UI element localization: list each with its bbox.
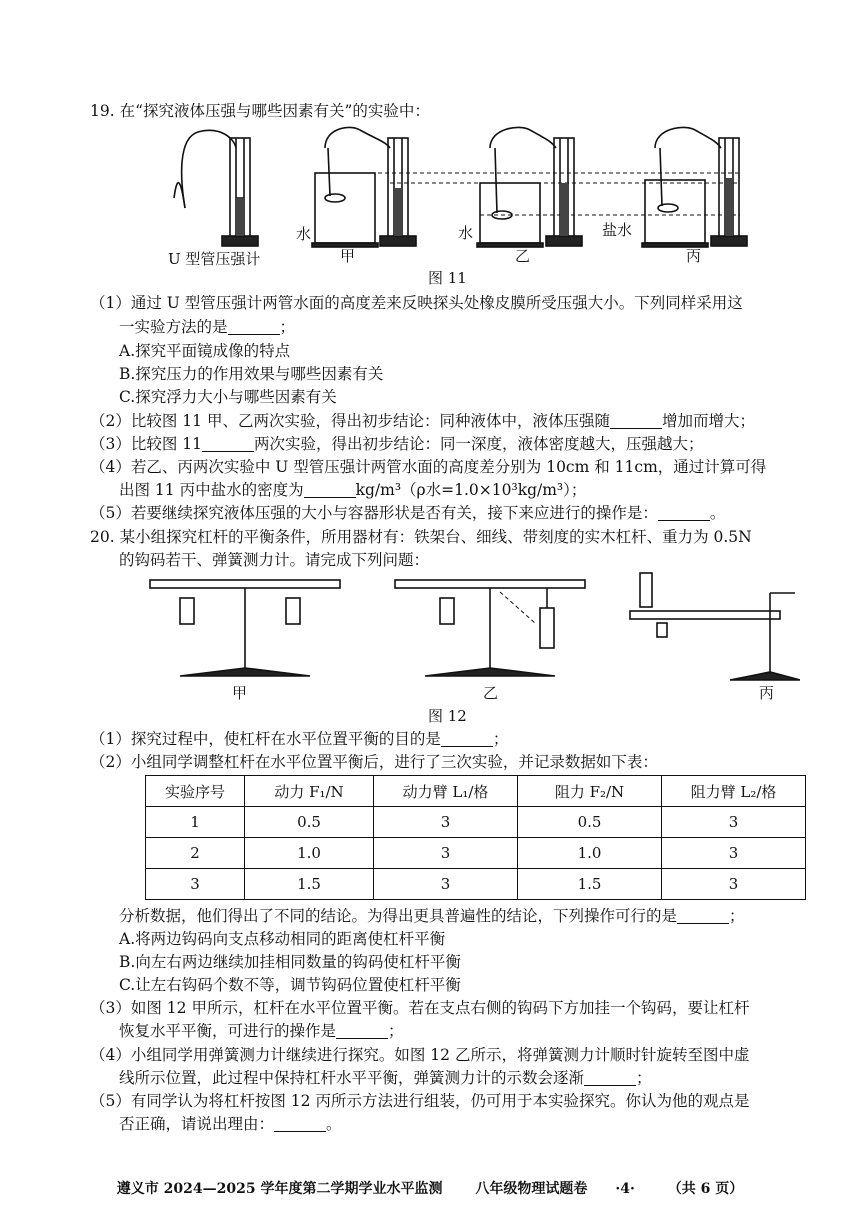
q20-title-b: 的钩码若干、弹簧测力计。请完成下列问题：	[119, 551, 430, 569]
table-cell: 0.5	[518, 807, 662, 838]
table-cell: 3	[374, 838, 518, 869]
fig11-jia-label: 甲	[340, 247, 356, 265]
q19-option-c: C.探究浮力大小与哪些因素有关	[119, 388, 337, 406]
q20-p5-a: （5）有同学认为将杠杆按图 12 丙所示方法进行组装，仍可用于本实验探究。你认为他的观点是	[90, 1092, 750, 1110]
table-header: 实验序号	[146, 776, 245, 807]
q20-p4-a: （4）小组同学用弹簧测力计继续进行探究。如图 12 乙所示，将弹簧测力计顺时针旋转至图中虚	[90, 1046, 750, 1064]
q19-p1-a: （1）通过 U 型管压强计两管水面的高度差来反映探头处橡皮膜所受压强大小。下列同样采用这	[90, 294, 743, 312]
q19-p5: （5）若要继续探究液体压强的大小与容器形状是否有关，接下来应进行的操作是： 。	[90, 504, 726, 522]
q19-p1-b: 一实验方法的是 ；	[119, 318, 296, 336]
table-row	[146, 807, 806, 838]
table-cell: 0.5	[245, 807, 374, 838]
brine-label: 盐水	[602, 221, 633, 239]
footer-total: （共 6 页）	[667, 1181, 744, 1197]
table-cell: 1	[146, 807, 245, 838]
table-cell: 3	[146, 869, 245, 900]
answer-blank[interactable]	[228, 318, 280, 335]
footer-paper: 八年级物理试题卷	[475, 1181, 588, 1197]
table-cell: 3	[662, 869, 806, 900]
q20-p3-a: （3）如图 12 甲所示，杠杆在水平位置平衡。若在支点右侧的钩码下方加挂一个钩码，要让杠杆	[90, 999, 750, 1017]
q20-option-a: A.将两边钩码向支点移动相同的距离使杠杆平衡	[119, 930, 446, 948]
table-cell: 3	[374, 869, 518, 900]
answer-blank[interactable]	[304, 481, 356, 498]
q20-title-a: 20. 某小组探究杠杆的平衡条件，所用器材有：铁架台、细线、带刻度的实木杠杆、重力为 0.5N	[90, 528, 752, 546]
q20-p1: （1）探究过程中，使杠杆在水平位置平衡的目的是 ；	[90, 730, 509, 748]
q19-title: 19. 在“探究液体压强与哪些因素有关”的实验中：	[90, 102, 430, 120]
fig12-jia-label: 甲	[232, 684, 248, 702]
fig12-bing-label: 丙	[759, 684, 775, 702]
table-header-row	[146, 776, 806, 807]
table-cell: 2	[146, 838, 245, 869]
table-cell: 1.0	[518, 838, 662, 869]
table-header: 阻力 F₂/N	[518, 776, 662, 807]
page-footer	[0, 1178, 860, 1198]
q20-p4-b: 线所示位置，此过程中保持杠杆水平平衡，弹簧测力计的示数会逐渐 ；	[119, 1069, 652, 1087]
q19-option-b: B.探究压力的作用效果与哪些因素有关	[119, 365, 384, 383]
figure-12	[140, 568, 800, 688]
fig12-caption: 图 12	[428, 707, 467, 725]
table-row	[146, 838, 806, 869]
q19-p2: （2）比较图 11 甲、乙两次实验，得出初步结论：同种液体中，液体压强随 增加而增大；	[90, 412, 755, 430]
q20-p3-b: 恢复水平平衡，可进行的操作是 ；	[119, 1022, 404, 1040]
fig11-yi-label: 乙	[515, 247, 531, 265]
gauge-label: U 型管压强计	[168, 250, 261, 268]
answer-blank[interactable]	[336, 1022, 388, 1039]
answer-blank[interactable]	[441, 730, 493, 747]
q19-p4-a: （4）若乙、丙两次实验中 U 型管压强计两管水面的高度差分别为 10cm 和 11cm，通过计算可得	[90, 458, 767, 476]
table-cell: 3	[662, 807, 806, 838]
q19-p4-b: 出图 11 丙中盐水的密度为 kg/m³（ρ水=1.0×10³kg/m³）；	[119, 481, 587, 499]
table-cell: 1.5	[518, 869, 662, 900]
answer-blank[interactable]	[584, 1069, 636, 1086]
fig12-yi-label: 乙	[483, 684, 499, 702]
table-cell: 3	[374, 807, 518, 838]
answer-blank[interactable]	[677, 907, 729, 924]
answer-blank[interactable]	[658, 504, 710, 521]
water-label-1: 水	[296, 225, 312, 243]
q20-p5-b: 否正确，请说出理由： 。	[119, 1115, 342, 1133]
table-header: 阻力臂 L₂/格	[662, 776, 806, 807]
fig11-bing-label: 丙	[686, 247, 702, 265]
fig11-caption: 图 11	[428, 269, 467, 287]
q20-p2-b: 分析数据，他们得出了不同的结论。为得出更具普遍性的结论，下列操作可行的是 ；	[119, 907, 745, 925]
q19-option-a: A.探究平面镜成像的特点	[119, 342, 291, 360]
table-cell: 3	[662, 838, 806, 869]
table-cell: 1.5	[245, 869, 374, 900]
footer-page: ·4·	[615, 1181, 635, 1197]
q20-p2-a: （2）小组同学调整杠杆在水平位置平衡后，进行了三次实验，并记录数据如下表：	[90, 753, 658, 771]
answer-blank[interactable]	[202, 435, 254, 452]
answer-blank[interactable]	[274, 1115, 326, 1132]
table-header: 动力 F₁/N	[245, 776, 374, 807]
footer-school: 遵义市 2024—2025 学年度第二学期学业水平监测	[116, 1181, 443, 1197]
experiment-table	[145, 775, 806, 900]
answer-blank[interactable]	[610, 412, 662, 429]
table-cell: 1.0	[245, 838, 374, 869]
q20-option-c: C.让左右钩码个数不等，调节钩码位置使杠杆平衡	[119, 976, 461, 994]
q19-p3: （3）比较图 11 两次实验，得出初步结论：同一深度，液体密度越大，压强越大；	[90, 435, 704, 453]
table-header: 动力臂 L₁/格	[374, 776, 518, 807]
water-label-2: 水	[458, 224, 474, 242]
table-row	[146, 869, 806, 900]
q20-option-b: B.向左右两边继续加挂相同数量的钩码使杠杆平衡	[119, 953, 461, 971]
